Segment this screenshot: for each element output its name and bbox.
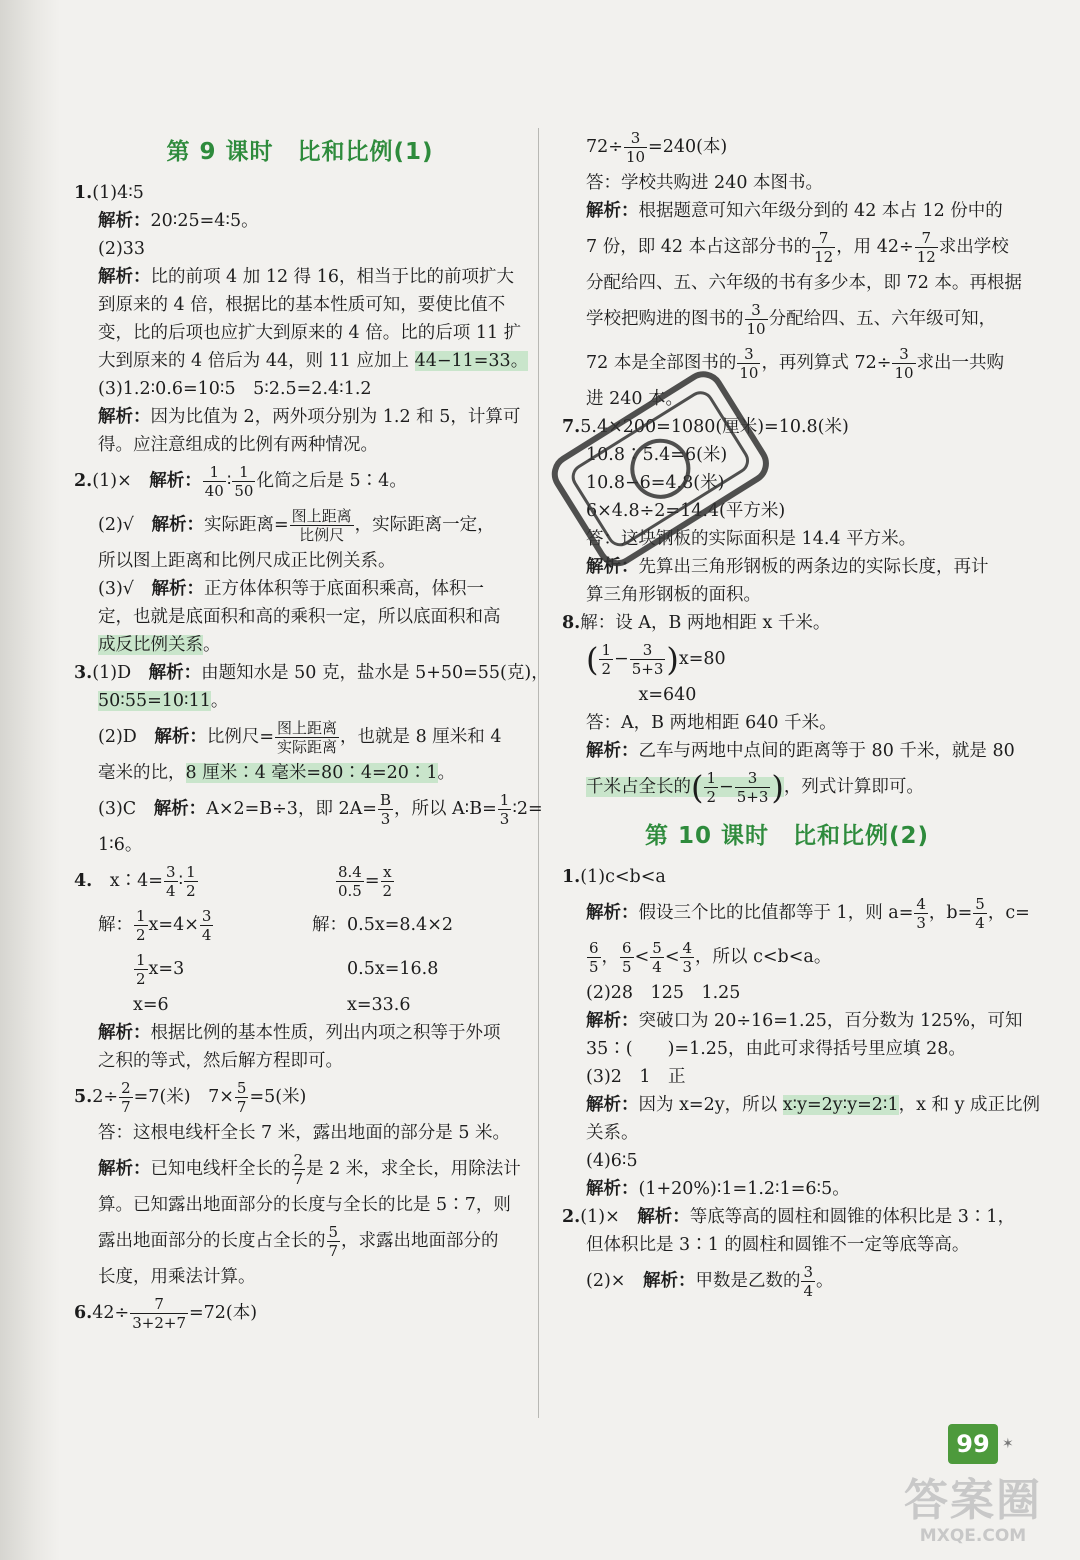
l10-q2-part1: 2.(1)× 解析：等底等高的圆柱和圆锥的体积比是 3∶1， — [562, 1207, 1016, 1227]
q7-line3: 10.8−6=4.8(米) — [586, 473, 725, 493]
q3-part2: (2)D 解析：比例尺= $\frac{\text{图上距离}}{\text{实际距离}}$ ，也就是 8 厘米和 4 — [98, 719, 502, 756]
left-column — [74, 125, 549, 1335]
q6-note-6: 进 240 本。 — [586, 389, 684, 409]
fraction: $\frac{3}{10}$ — [739, 345, 759, 382]
q4-step2: $\frac{1}{2}$ x=3 0.5x=16.8 — [136, 951, 439, 988]
fraction: $\frac{3}{10}$ — [746, 301, 766, 338]
q7-line2: 10.8∶5.4=6(米) — [586, 445, 728, 465]
l10-q1-part3-note-2: 关系。 — [586, 1123, 639, 1143]
fraction: $\frac{6}{5}$ — [589, 939, 599, 976]
fraction: $\frac{5}{4}$ — [652, 939, 662, 976]
q1-part1: 1.(1)4∶5 — [74, 183, 144, 203]
l10-q1-part1-note: 解析：假设三个比的比值都等于 1，则 a= $\frac{4}{3}$ ，b= $\frac{5}{4}$ ，c= — [586, 895, 1030, 932]
logo-mark: 答案圈 — [904, 1475, 1042, 1526]
fraction: $\frac{4}{3}$ — [682, 939, 693, 976]
q1-part3-note-2: 得。应注意组成的比例有两种情况。 — [98, 435, 378, 455]
fraction: $\frac{7}{3+2+7}$ — [132, 1295, 186, 1332]
fraction: $\frac{3}{4}$ — [803, 1263, 813, 1300]
l10-q2-part1-note-2: 但体积比是 3∶1 的圆柱和圆锥不一定等底等高。 — [586, 1235, 970, 1255]
q2-part1: 2.(1)× 解析： $\frac{1}{40}$ ∶ $\frac{1}{50}$ 化简之后是 5∶4。 — [74, 463, 407, 500]
fraction: $\frac{8.4}{0.5}$ — [338, 863, 362, 900]
fraction: $\frac{1}{2}$ — [601, 641, 612, 678]
q1-part3-note-1: 解析：因为比值为 2，两外项分别为 1.2 和 5，计算可 — [98, 407, 521, 427]
q2-part2-line2: 所以图上距离和比例尺成正比例关系。 — [98, 551, 396, 571]
fraction: $\frac{B}{3}$ — [379, 791, 391, 828]
column-divider — [538, 128, 539, 1418]
l10-q1-part3: (3)2 1 正 — [586, 1067, 686, 1087]
page-gutter — [0, 0, 60, 1560]
q1-part2: (2)33 — [98, 239, 146, 259]
fraction: $\frac{x}{2}$ — [382, 863, 393, 900]
l10-q1-part1: 1.(1)c<b<a — [562, 867, 666, 887]
q6-note-4: 学校把购进的图书的 $\frac{3}{10}$ 分配给四、五、六年级可知， — [586, 301, 997, 338]
q1-part3: (3)1.2∶0.6=10∶5 5∶2.5=2.4∶1.2 — [98, 379, 372, 399]
q6-calc: 6.42÷ $\frac{7}{3+2+7}$ =72(本) — [74, 1295, 258, 1332]
fraction: $\frac{7}{12}$ — [916, 229, 936, 266]
q2-part2: (2)√ 解析：实际距离= $\frac{\text{图上距离}}{\text{比例尺}}$ ，实际距离一定， — [98, 507, 495, 544]
fraction: $\frac{2}{7}$ — [121, 1079, 131, 1116]
l10-q1-part2-note: 解析：突破口为 20÷16=1.25，百分数为 125%，可知 — [586, 1011, 1023, 1031]
q5-note-3: 露出地面部分的长度占全长的 $\frac{5}{7}$ ，求露出地面部分的 — [98, 1223, 499, 1260]
lesson-9-title: 第 9 课时 比和比例(1) — [166, 139, 434, 165]
q1-part2-note-1: 解析：比的前项 4 加 12 得 16，相当于比的前项扩大 — [98, 267, 514, 287]
fraction: $\frac{3}{10}$ — [894, 345, 914, 382]
fraction: $\frac{1}{40}$ — [204, 463, 224, 500]
q1-part2-note-4: 大到原来的 4 倍后为 44，则 11 应加上 44−11=33。 — [98, 351, 529, 371]
q7-note-1: 解析：先算出三角形钢板的两条边的实际长度，再计 — [586, 557, 989, 577]
page-number: 99 — [948, 1424, 998, 1464]
l10-q1-part3-note: 解析：因为 x=2y，所以 x∶y=2y∶y=2∶1，x 和 y 成正比例 — [586, 1095, 1041, 1115]
q2-part3: (3)√ 解析：正方体体积等于底面积乘高，体积一 — [98, 579, 484, 599]
l10-q1-part2-note-2: 35∶( )=1.25，由此可求得括号里应填 28。 — [586, 1039, 966, 1059]
q3-part3: (3)C 解析：A×2=B÷3，即 2A= $\frac{B}{3}$ ，所以 A∶B= $\frac{1}{3}$ ∶2= — [98, 791, 543, 828]
q3-part2-line2: 毫米的比，8 厘米∶4 毫米=80∶4=20∶1。 — [98, 763, 456, 783]
fraction: $\frac{1}{2}$ — [136, 951, 146, 988]
q6-calc-2: 72÷ $\frac{3}{10}$ =240(本) — [586, 129, 728, 166]
q3-part1: 3.(1)D 解析：由题知水是 50 克，盐水是 5+50=55(克)， — [74, 663, 549, 683]
q5-calc: 5.2÷ $\frac{2}{7}$ =7(米) 7× $\frac{5}{7}$ =5(米) — [74, 1079, 307, 1116]
fraction: $\frac{1}{2}$ — [706, 769, 717, 806]
q5-note-4: 长度，用乘法计算。 — [98, 1267, 256, 1287]
q8-setup: 8.解：设 A，B 两地相距 x 千米。 — [562, 613, 831, 633]
fraction: $\frac{6}{5}$ — [622, 939, 632, 976]
q3-part3-line2: 1∶6。 — [98, 835, 143, 855]
q1-part2-note-3: 变，比的后项也应扩大到原来的 4 倍。比的后项 11 扩 — [98, 323, 522, 343]
q4-step1: 解： $\frac{1}{2}$ x=4× $\frac{3}{4}$ 解：0.5x=8.4×2 — [98, 907, 453, 944]
q8-equation: ( $\frac{1}{2}$ − $\frac{3}{5+3}$ )x=80 — [586, 640, 726, 679]
l10-q1-part1-note-2: $\frac{6}{5}$ ， $\frac{6}{5}$ < $\frac{5}{4}$ < $\frac{4}{3}$ ，所以 c<b<a。 — [589, 939, 832, 976]
q5-answer: 答：这根电线杆全长 7 米，露出地面的部分是 5 米。 — [98, 1123, 511, 1143]
fraction: $\frac{1}{2}$ — [136, 907, 146, 944]
q6-note-3: 分配给四、五、六年级的书有多少本，即 72 本。再根据 — [586, 273, 1022, 293]
q7-line4: 6×4.8÷2=14.4(平方米) — [586, 501, 786, 521]
right-column — [562, 125, 1041, 1303]
fraction: $\frac{2}{7}$ — [293, 1151, 304, 1188]
q7-line1: 7.5.4×200=1080(厘米)=10.8(米) — [562, 417, 849, 437]
q8-note-1: 解析：乙车与两地中点间的距离等于 80 千米，就是 80 — [586, 741, 1015, 761]
q4-note-2: 之积的等式，然后解方程即可。 — [98, 1051, 343, 1071]
fraction: $\frac{3}{4}$ — [201, 907, 212, 944]
q4-equations: 4. x∶4= $\frac{3}{4}$ ∶ $\frac{1}{2}$ $\frac{8.4}{0.5}$ = $\frac{x}{2}$ — [74, 863, 393, 900]
l10-q1-part2: (2)28 125 1.25 — [586, 983, 741, 1003]
fraction: $\frac{1}{2}$ — [186, 863, 196, 900]
q1-part2-note-2: 到原来的 4 倍，根据比的基本性质可知，要使比值不 — [98, 295, 506, 315]
fraction: $\frac{5}{7}$ — [328, 1223, 339, 1260]
fraction: $\frac{3}{10}$ — [625, 129, 646, 166]
fraction: $\frac{1}{3}$ — [499, 791, 510, 828]
q6-note-1: 解析：根据题意可知六年级分到的 42 本占 12 份中的 — [586, 201, 1003, 221]
q8-note-2: 千米占全长的( $\frac{1}{2}$ − $\frac{3}{5+3}$ )，列式计算即可。 — [586, 768, 924, 807]
fraction: $\frac{1}{50}$ — [234, 463, 254, 500]
fraction: $\frac{3}{5+3}$ — [736, 769, 769, 806]
fraction: $\frac{3}{5+3}$ — [631, 641, 664, 678]
q3-part1-line2: 50∶55=10∶11。 — [98, 691, 229, 711]
q1-part1-note: 解析：20∶25=4∶5。 — [98, 211, 259, 231]
fraction: $\frac{7}{12}$ — [814, 229, 834, 266]
fraction: $\frac{\text{图上距离}}{\text{实际距离}}$ — [277, 719, 338, 756]
fraction: $\frac{4}{3}$ — [916, 895, 926, 932]
q4-note-1: 解析：根据比例的基本性质，列出内项之积等于外项 — [98, 1023, 501, 1043]
lesson-10-title: 第 10 课时 比和比例(2) — [644, 823, 930, 849]
q4-step3: x=6 x=33.6 — [133, 995, 411, 1015]
fraction: $\frac{3}{4}$ — [165, 863, 176, 900]
l10-q1-part4-note: 解析：(1+20%)∶1=1.2∶1=6∶5。 — [586, 1179, 850, 1199]
q6-note-5: 72 本是全部图书的 $\frac{3}{10}$ ，再列算式 72÷ $\frac{3}{10}$ 求出一共购 — [586, 345, 1005, 382]
q5-note-1: 解析：已知电线杆全长的 $\frac{2}{7}$ 是 2 米，求全长，用除法计 — [98, 1151, 521, 1188]
l10-q2-part2: (2)× 解析：甲数是乙数的 $\frac{3}{4}$ 。 — [586, 1263, 834, 1300]
q6-note-2: 7 份，即 42 本占这部分书的 $\frac{7}{12}$ ，用 42÷ $\frac{7}{12}$ 求出学校 — [586, 229, 1009, 266]
q8-solution: x=640 — [638, 685, 697, 705]
l10-q1-part4: (4)6∶5 — [586, 1151, 638, 1171]
q2-part3-line3: 成反比例关系。 — [98, 635, 221, 655]
star-icon: ✶ — [1002, 1436, 1014, 1452]
logo-url: MXQE.COM — [919, 1526, 1027, 1546]
q7-note-2: 算三角形钢板的面积。 — [586, 585, 761, 605]
fraction: $\frac{5}{4}$ — [975, 895, 985, 932]
q7-answer: 答：这块钢板的实际面积是 14.4 平方米。 — [586, 529, 917, 549]
q5-note-2: 算。已知露出地面部分的长度与全长的比是 5∶7，则 — [98, 1195, 511, 1215]
site-logo — [878, 1476, 1068, 1552]
fraction: $\frac{\text{图上距离}}{\text{比例尺}}$ — [291, 507, 352, 544]
q6-answer: 答：学校共购进 240 本图书。 — [586, 173, 824, 193]
q8-answer: 答：A，B 两地相距 640 千米。 — [586, 713, 837, 733]
q2-part3-line2: 定，也就是底面积和高的乘积一定，所以底面积和高 — [98, 607, 501, 627]
fraction: $\frac{5}{7}$ — [236, 1079, 247, 1116]
